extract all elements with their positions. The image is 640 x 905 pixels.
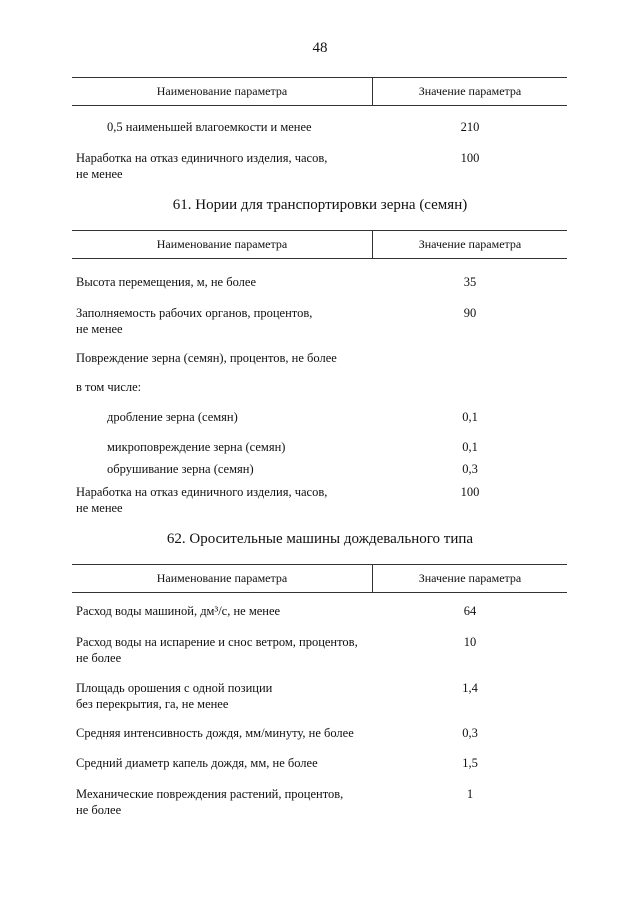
param-name: Повреждение зерна (семян), процентов, не более (76, 351, 337, 365)
param-value: 90 (463, 306, 477, 320)
section-title-62: 62. Оросительные машины дождевального типа (166, 531, 474, 547)
param-name: 0,5 наименьшей влагоемкости и менее (107, 120, 312, 134)
param-value: 1 (466, 787, 474, 801)
param-value: 64 (463, 604, 477, 618)
param-name: дробление зерна (семян) (107, 410, 238, 424)
param-value: 0,1 (462, 440, 478, 454)
param-name: Площадь орошения с одной позиции без перекрытия, га, не менее (76, 681, 273, 711)
param-name: Расход воды на испарение и снос ветром, процентов, не более (76, 635, 358, 665)
table-header (72, 230, 567, 259)
column-header-value: Значение параметра (418, 84, 522, 98)
column-header-param: Наименование параметра (72, 78, 373, 105)
param-name: микроповреждение зерна (семян) (107, 440, 286, 454)
page-number: 48 (312, 40, 328, 56)
column-header-param: Наименование параметра (72, 565, 373, 592)
param-value: 0,1 (462, 410, 478, 424)
param-name: Расход воды машиной, дм³/с, не менее (76, 604, 281, 618)
param-value: 10 (463, 635, 477, 649)
param-value: 100 (460, 151, 480, 165)
param-name: Заполняемость рабочих органов, процентов, не менее (76, 306, 313, 336)
param-value: 1,5 (462, 756, 478, 770)
param-value: 0,3 (462, 726, 478, 740)
table-header (72, 564, 567, 593)
param-value: 100 (460, 485, 480, 499)
param-value: 210 (460, 120, 480, 134)
param-name: в том числе: (76, 380, 142, 394)
param-name: Механические повреждения растений, процентов, не более (76, 787, 344, 817)
column-header-value: Значение параметра (418, 571, 522, 585)
param-name: Высота перемещения, м, не более (76, 275, 257, 289)
column-header-value: Значение параметра (418, 237, 522, 251)
param-name: Средняя интенсивность дождя, мм/минуту, не более (76, 726, 354, 740)
section-title-61: 61. Нории для транспортировки зерна (семян) (172, 197, 468, 213)
param-name: обрушивание зерна (семян) (107, 462, 254, 476)
param-name: Наработка на отказ единичного изделия, часов, не менее (76, 485, 328, 515)
param-name: Средний диаметр капель дождя, мм, не более (76, 756, 318, 770)
param-value: 35 (463, 275, 477, 289)
param-value: 1,4 (462, 681, 478, 695)
column-header-param: Наименование параметра (72, 231, 373, 258)
table-header (72, 77, 567, 106)
param-value: 0,3 (462, 462, 478, 476)
param-name: Наработка на отказ единичного изделия, часов, не менее (76, 151, 328, 181)
